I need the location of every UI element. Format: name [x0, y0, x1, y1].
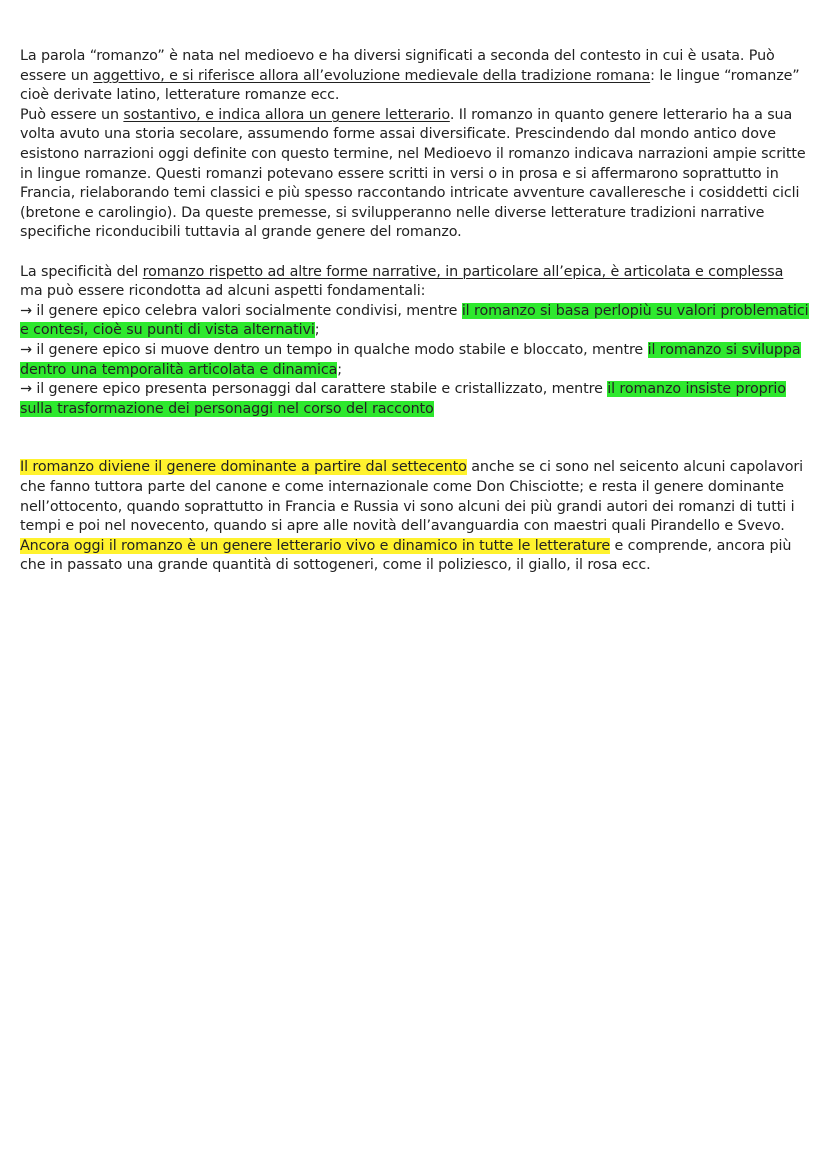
paragraph-romanzo-specificity [20, 263, 810, 420]
text-segment: La specificità del [20, 263, 143, 280]
highlighted-phrase-green: il romanzo si sviluppa dentro una temporalità articolata e dinamica [20, 341, 801, 378]
document-page [20, 47, 810, 576]
paragraph-romanzo-history [20, 458, 810, 576]
paragraph-romanzo-definition [20, 47, 810, 243]
text-segment: : le lingue “romanze” cioè derivate latino, letterature romanze ecc. [20, 67, 800, 104]
text-segment: e comprende, ancora più che in passato una grande quantità di sottogeneri, come il poliziesco, il giallo, il rosa ecc. [20, 537, 792, 574]
bullet-item-time [20, 342, 801, 378]
underlined-phrase: sostantivo, e indica allora un genere letterario [123, 106, 450, 123]
bullet-item-values [20, 303, 809, 339]
highlighted-phrase-green: il romanzo si basa perlopiù su valori problematici e contesi, cioè su punti di vista alternativi [20, 302, 809, 339]
underlined-phrase: romanzo rispetto ad altre forme narrative, in particolare all’epica, è articolata e complessa [142, 263, 784, 280]
underlined-phrase: aggettivo, e si riferisce allora all’evoluzione medievale della tradizione romana [93, 67, 651, 84]
text-segment: . Il romanzo in quanto genere letterario ha a sua volta avuto una storia secolare, assumendo forme assai diversificate. Prescindendo dal mondo antico dove esistono narrazioni oggi definite con questo termine, nel Medioevo il romanzo indicava narrazioni ampie scritte in lingue romanze. Questi romanzi potevano essere scritti in versi o in prosa e si affermarono soprattutto in Francia, rielaborando temi classici e più spesso raccontando intricate avventure cavalleresche i cosiddetti cicli (bretone e carolingio). Da queste premesse, si svilupperanno nelle diverse letterature tradizioni narrative specifiche riconducibili tuttavia al grande genere del romanzo. [20, 106, 806, 241]
bullet-text: → il genere epico si muove dentro un tempo in qualche modo stabile e bloccato, mentre [20, 341, 648, 358]
text-segment: anche se ci sono nel seicento alcuni capolavori che fanno tuttora parte del canone e come internazionale come Don Chisciotte; e resta il genere dominante nell’ottocento, quando soprattutto in Francia e Russia vi sono alcuni dei più grandi autori dei romanzi di tutti i tempi e poi nel novecento, quando si apre alle novità dell’avanguardia con maestri quali Pirandello e Svevo. [20, 459, 804, 535]
bullet-item-characters [20, 381, 786, 417]
highlighted-phrase-yellow: Il romanzo diviene il genere dominante a partire dal settecento [20, 459, 467, 476]
text-segment: La parola “romanzo” è nata nel medioevo e ha diversi significati a seconda del contesto in cui è usata. Può essere un [20, 48, 775, 84]
highlighted-phrase-green: il romanzo insiste proprio sulla trasformazione dei personaggi nel corso del racconto [20, 381, 786, 417]
bullet-text-end: ; [314, 322, 320, 339]
text-segment: Può essere un [20, 106, 124, 123]
text-segment: ma può essere ricondotta ad alcuni aspetti fondamentali: [20, 283, 426, 300]
highlighted-phrase-yellow: Ancora oggi il romanzo è un genere letterario vivo e dinamico in tutte le letterature [20, 537, 611, 554]
bullet-text-end: ; [337, 361, 342, 378]
bullet-text: → il genere epico presenta personaggi dal carattere stabile e cristallizzato, mentre [20, 381, 608, 398]
bullet-text: → il genere epico celebra valori socialmente condivisi, mentre [20, 302, 462, 319]
